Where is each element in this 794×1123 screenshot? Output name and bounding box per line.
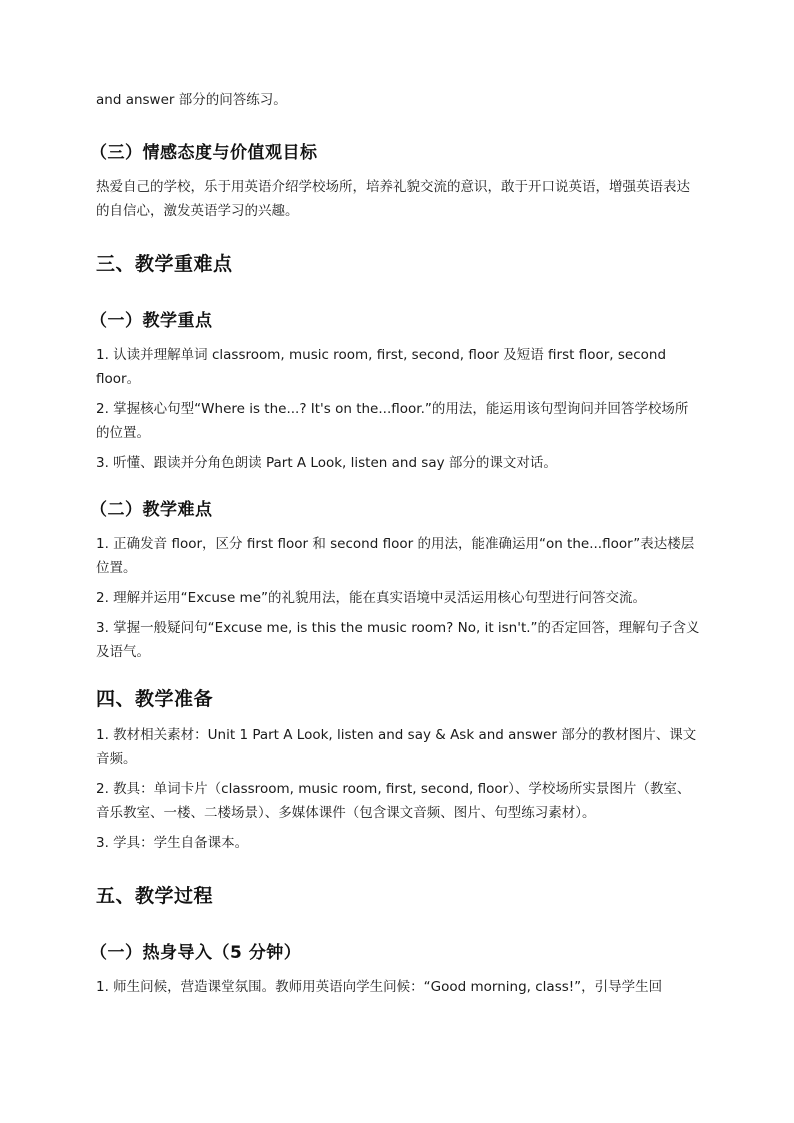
affect-goal-paragraph: 热爱自己的学校，乐于用英语介绍学校场所，培养礼貌交流的意识，敢于开口说英语，增强英语表达的自信心，激发英语学习的兴趣。 <box>96 179 690 219</box>
difficult-item-3: 3. 掌握一般疑问句“Excuse me, is this the music room? No, it isn't.”的否定回答，理解句子含义及语气。 <box>96 620 700 660</box>
key-item-2: 2. 掌握核心句型“Where is the...? It's on the...floor.”的用法，能运用该句型询问并回答学校场所的位置。 <box>96 401 689 441</box>
teaching-difficult-heading: （二）教学难点 <box>90 500 213 520</box>
key-item-3: 3. 听懂、跟读并分角色朗读 Part A Look, listen and say 部分的课文对话。 <box>96 455 557 471</box>
teaching-key-heading: （一）教学重点 <box>90 311 213 331</box>
prep-item-1: 1. 教材相关素材：Unit 1 Part A Look, listen and say & Ask and answer 部分的教材图片、课文音频。 <box>96 727 697 767</box>
difficult-item-1: 1. 正确发音 floor，区分 first floor 和 second floor 的用法，能准确运用“on the...floor”表达楼层位置。 <box>96 536 695 576</box>
warmup-item-1: 1. 师生问候，营造课堂氛围。教师用英语向学生问候：“Good morning, class!”，引导学生回 <box>96 979 663 995</box>
document-page <box>90 88 700 999</box>
teaching-process-heading: 五、教学过程 <box>96 885 214 907</box>
key-item-1: 1. 认读并理解单词 classroom, music room, first, second, floor 及短语 first floor, second floor。 <box>96 347 667 387</box>
warmup-heading: （一）热身导入（5 分钟） <box>90 943 302 963</box>
prep-item-3: 3. 学具：学生自备课本。 <box>96 835 249 851</box>
prep-item-2: 2. 教具：单词卡片（classroom, music room, first, second, floor）、学校场所实景图片（教室、音乐教室、一楼、二楼场景）、多媒体课件（包含课文音频、图片、句型练习素材）。 <box>96 781 691 821</box>
difficult-item-2: 2. 理解并运用“Excuse me”的礼貌用法，能在真实语境中灵活运用核心句型进行问答交流。 <box>96 590 647 606</box>
key-difficult-heading: 三、教学重难点 <box>96 253 233 275</box>
affect-goal-heading: （三）情感态度与价值观目标 <box>90 143 318 163</box>
intro-tail-paragraph: and answer 部分的问答练习。 <box>96 92 287 108</box>
teaching-prep-heading: 四、教学准备 <box>96 688 214 710</box>
